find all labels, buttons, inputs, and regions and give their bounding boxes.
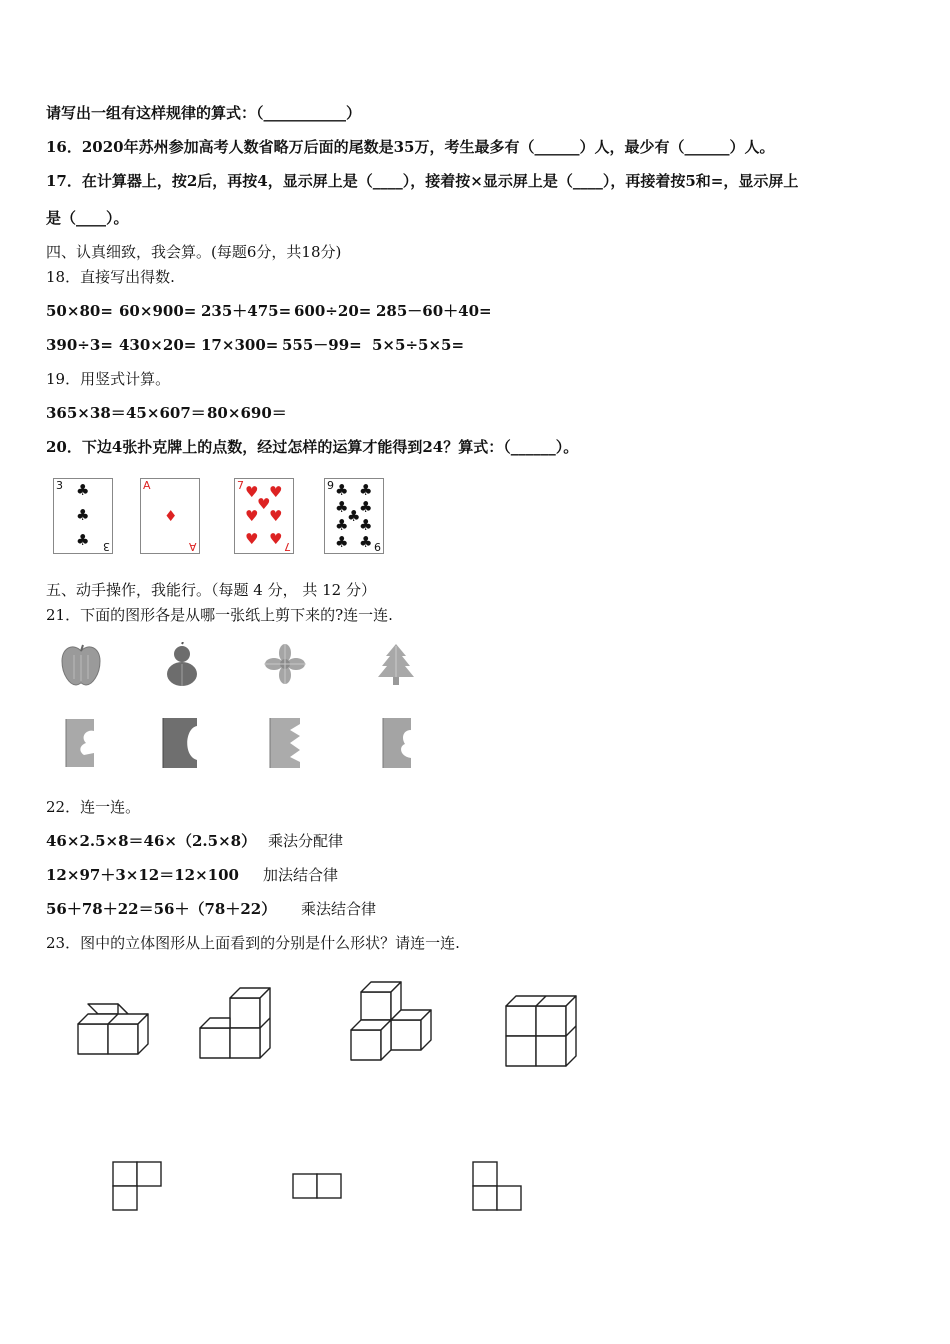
card-rank: 3 <box>56 479 63 492</box>
card-rank-bottom: 3 <box>103 540 110 553</box>
heart-pip-icon: ♥ <box>245 507 259 525</box>
q19-item: 80×690＝ <box>207 404 287 422</box>
q17-line-a: 17．在计算器上，按2后，再按4，显示屏上是（____），接着按×显示屏上是（____），再接着按5和=，显示屏上 <box>46 172 799 190</box>
q22-expression: 56＋78＋22＝56＋（78＋22） <box>46 900 277 918</box>
playing-card-9-clubs <box>324 478 384 554</box>
q19-title: 19．用竖式计算。 <box>46 370 171 388</box>
q22-law: 加法结合律 <box>263 866 339 884</box>
club-pip-icon: ♣ <box>335 516 349 534</box>
q22-row-3 <box>46 899 376 919</box>
solid-figure-4 <box>504 994 578 1068</box>
q18-row-2 <box>46 335 464 355</box>
diamond-pip-icon: ♦ <box>164 507 178 525</box>
q19-row <box>46 403 287 423</box>
club-pip-icon: ♣ <box>76 481 90 499</box>
top-view-l-shape-1 <box>111 1160 163 1212</box>
club-pip-icon: ♣ <box>359 533 373 551</box>
q20-line: 20．下边4张扑克牌上的点数，经过怎样的运算才能得到24？算式：（______）。 <box>46 438 579 456</box>
q18-title: 18．直接写出得数. <box>46 268 175 286</box>
card-rank-bottom: 9 <box>374 540 381 553</box>
playing-card-3-clubs <box>53 478 113 554</box>
q22-title: 22．连一连。 <box>46 798 141 816</box>
q19-item: 45×607＝ <box>126 404 206 422</box>
card-rank: 7 <box>237 479 244 492</box>
q18-row-1 <box>46 301 492 321</box>
gourd-cutout-icon <box>163 642 201 688</box>
q18-item: 285－60＋40= <box>376 302 492 320</box>
q22-expression: 46×2.5×8＝46×（2.5×8） <box>46 832 257 850</box>
club-pip-icon: ♣ <box>76 506 90 524</box>
solid-figure-1 <box>76 1002 150 1056</box>
club-pip-icon: ♣ <box>347 507 361 525</box>
solid-figure-3 <box>349 980 433 1062</box>
club-pip-icon: ♣ <box>359 516 373 534</box>
tree-cutout-icon <box>377 644 415 686</box>
solid-figure-2 <box>198 986 272 1060</box>
heart-pip-icon: ♥ <box>269 483 283 501</box>
card-rank-bottom: 7 <box>284 540 291 553</box>
q18-item: 600÷20= <box>294 302 372 320</box>
q22-law: 乘法结合律 <box>301 900 377 918</box>
playing-card-7-hearts <box>234 478 294 554</box>
top-view-l-shape-2 <box>471 1160 523 1212</box>
q18-item: 50×80= <box>46 302 113 320</box>
folded-paper-c-icon <box>268 716 302 770</box>
card-rank-bottom: A <box>189 540 197 553</box>
heart-pip-icon: ♥ <box>257 495 271 513</box>
club-pip-icon: ♣ <box>359 498 373 516</box>
q18-item: 5×5÷5×5= <box>372 336 465 354</box>
heart-pip-icon: ♥ <box>269 530 283 548</box>
q15-tail-line: 请写出一组有这样规律的算式：（___________） <box>46 104 362 122</box>
q22-row-2 <box>46 865 338 885</box>
folded-paper-d-icon <box>381 716 413 770</box>
club-pip-icon: ♣ <box>76 531 90 549</box>
apple-cutout-icon <box>60 643 102 687</box>
playing-card-ace-diamonds <box>140 478 200 554</box>
q22-expression: 12×97＋3×12＝12×100 <box>46 866 239 884</box>
flower-cutout-icon <box>264 644 306 684</box>
q18-item: 430×20= <box>119 336 197 354</box>
q22-row-1 <box>46 831 343 851</box>
q18-item: 390÷3= <box>46 336 113 354</box>
q17-line-b: 是（____）。 <box>46 209 129 227</box>
club-pip-icon: ♣ <box>335 533 349 551</box>
top-view-two-squares <box>291 1172 343 1200</box>
q23-title: 23．图中的立体图形从上面看到的分别是什么形状？请连一连. <box>46 934 460 952</box>
section-5-title: 五、动手操作，我能行。（每题 4 分， 共 12 分） <box>46 581 376 599</box>
folded-paper-b-icon <box>161 716 199 770</box>
q22-law: 乘法分配律 <box>268 832 344 850</box>
q19-item: 365×38＝ <box>46 404 126 422</box>
folded-paper-a-icon <box>64 717 96 769</box>
q18-item: 555－99= <box>282 336 362 354</box>
q18-item: 17×300= <box>201 336 279 354</box>
club-pip-icon: ♣ <box>335 481 349 499</box>
heart-pip-icon: ♥ <box>269 507 283 525</box>
club-pip-icon: ♣ <box>359 481 373 499</box>
heart-pip-icon: ♥ <box>245 530 259 548</box>
q18-item: 60×900= <box>119 302 197 320</box>
heart-pip-icon: ♥ <box>245 483 259 501</box>
q16-line: 16．2020年苏州参加高考人数省略万后面的尾数是35万，考生最多有（______）人，最少有（______）人。 <box>46 138 775 156</box>
q18-item: 235＋475= <box>201 302 292 320</box>
card-rank: A <box>143 479 151 492</box>
section-4-title: 四、认真细致，我会算。(每题6分，共18分) <box>46 243 342 261</box>
club-pip-icon: ♣ <box>335 498 349 516</box>
card-rank: 9 <box>327 479 334 492</box>
q21-title: 21．下面的图形各是从哪一张纸上剪下来的?连一连. <box>46 606 393 624</box>
